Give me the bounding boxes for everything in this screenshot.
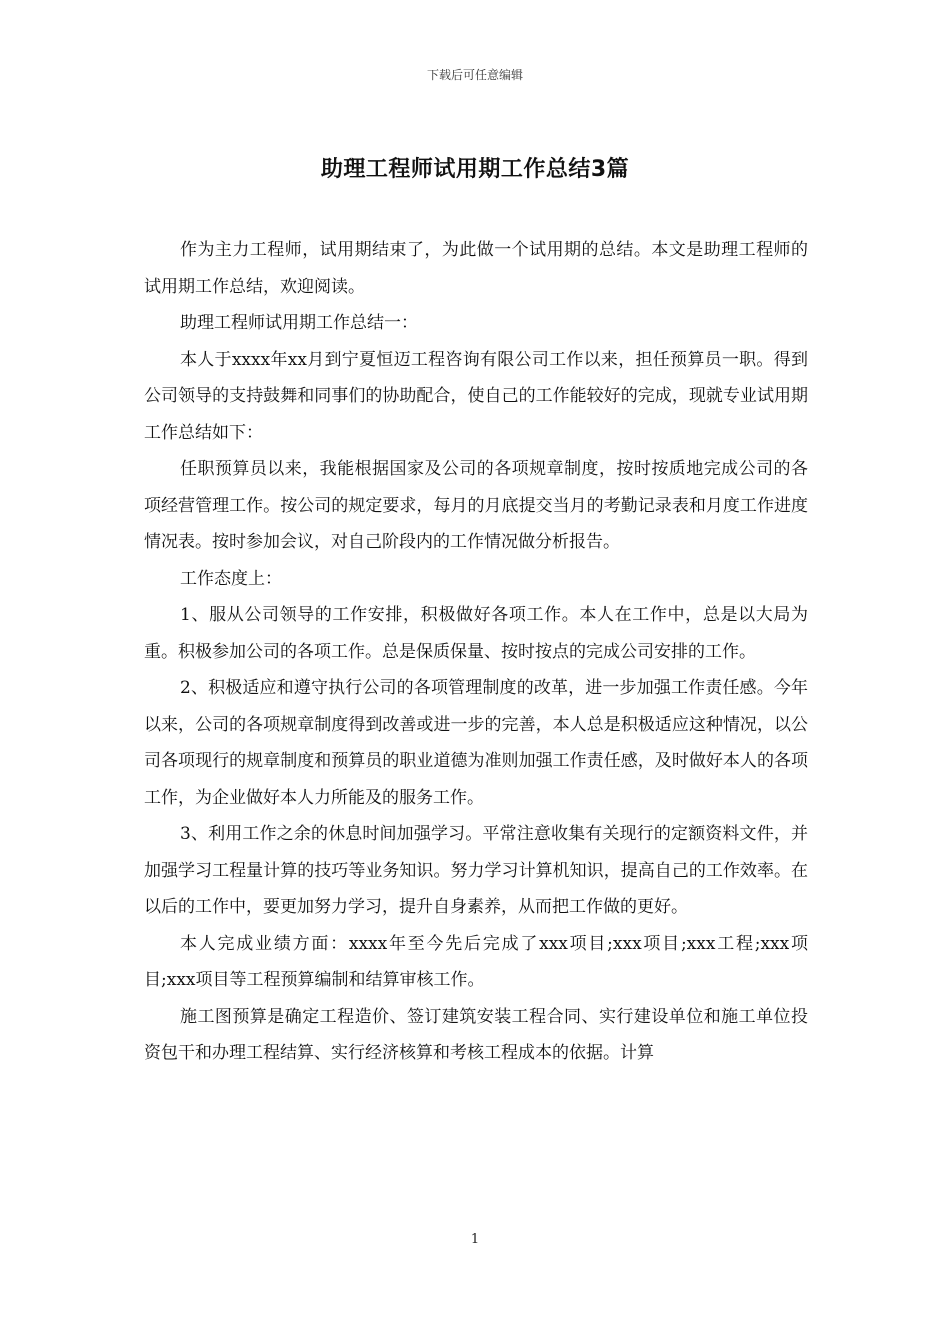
document-title: 助理工程师试用期工作总结3篇 (320, 157, 630, 182)
page-header: 下载后可任意编辑 (426, 68, 523, 82)
document-body (144, 232, 808, 1072)
paragraph-background: 本人于xxxx年xx月到宁夏恒迈工程咨询有限公司工作以来，担任预算员一职。得到公司领导的支持鼓舞和同事们的协助配合，使自己的工作能较好的完成，现就专业试用期工作总结如下： (144, 349, 808, 443)
paragraph-achievements: 本人完成业绩方面：xxxx年至今先后完成了xxx项目;xxx项目;xxx工程;xxx项目;xxx项目等工程预算编制和结算审核工作。 (144, 933, 808, 990)
paragraph-budget: 施工图预算是确定工程造价、签订建筑安装工程合同、实行建设单位和施工单位投资包干和办理工程结算、实行经济核算和考核工程成本的依据。计算 (144, 1006, 808, 1063)
paragraph-point-1: 1、服从公司领导的工作安排，积极做好各项工作。本人在工作中，总是以大局为重。积极参加公司的各项工作。总是保质保量、按时按点的完成公司安排的工作。 (144, 605, 808, 662)
page-number: 1 (470, 1232, 480, 1247)
paragraph-point-3: 3、利用工作之余的休息时间加强学习。平常注意收集有关现行的定额资料文件，并加强学习工程量计算的技巧等业务知识。努力学习计算机知识，提高自己的工作效率。在以后的工作中，要更加努力学习，提升自身素养，从而把工作做的更好。 (144, 824, 808, 917)
paragraph-intro: 作为主力工程师，试用期结束了，为此做一个试用期的总结。本文是助理工程师的试用期工作总结，欢迎阅读。 (144, 240, 808, 297)
section-heading-one: 助理工程师试用期工作总结一： (180, 313, 418, 333)
paragraph-point-2: 2、积极适应和遵守执行公司的各项管理制度的改革，进一步加强工作责任感。今年以来，公司的各项规章制度得到改善或进一步的完善，本人总是积极适应这种情况，以公司各项现行的规章制度和预算员的职业道德为准则加强工作责任感，及时做好本人的各项工作，为企业做好本人力所能及的服务工作。 (144, 678, 808, 808)
paragraph-duties: 任职预算员以来，我能根据国家及公司的各项规章制度，按时按质地完成公司的各项经营管理工作。按公司的规定要求，每月的月底提交当月的考勤记录表和月度工作进度情况表。按时参加会议，对自己阶段内的工作情况做分析报告。 (144, 459, 808, 552)
section-heading-attitude: 工作态度上： (180, 568, 282, 589)
